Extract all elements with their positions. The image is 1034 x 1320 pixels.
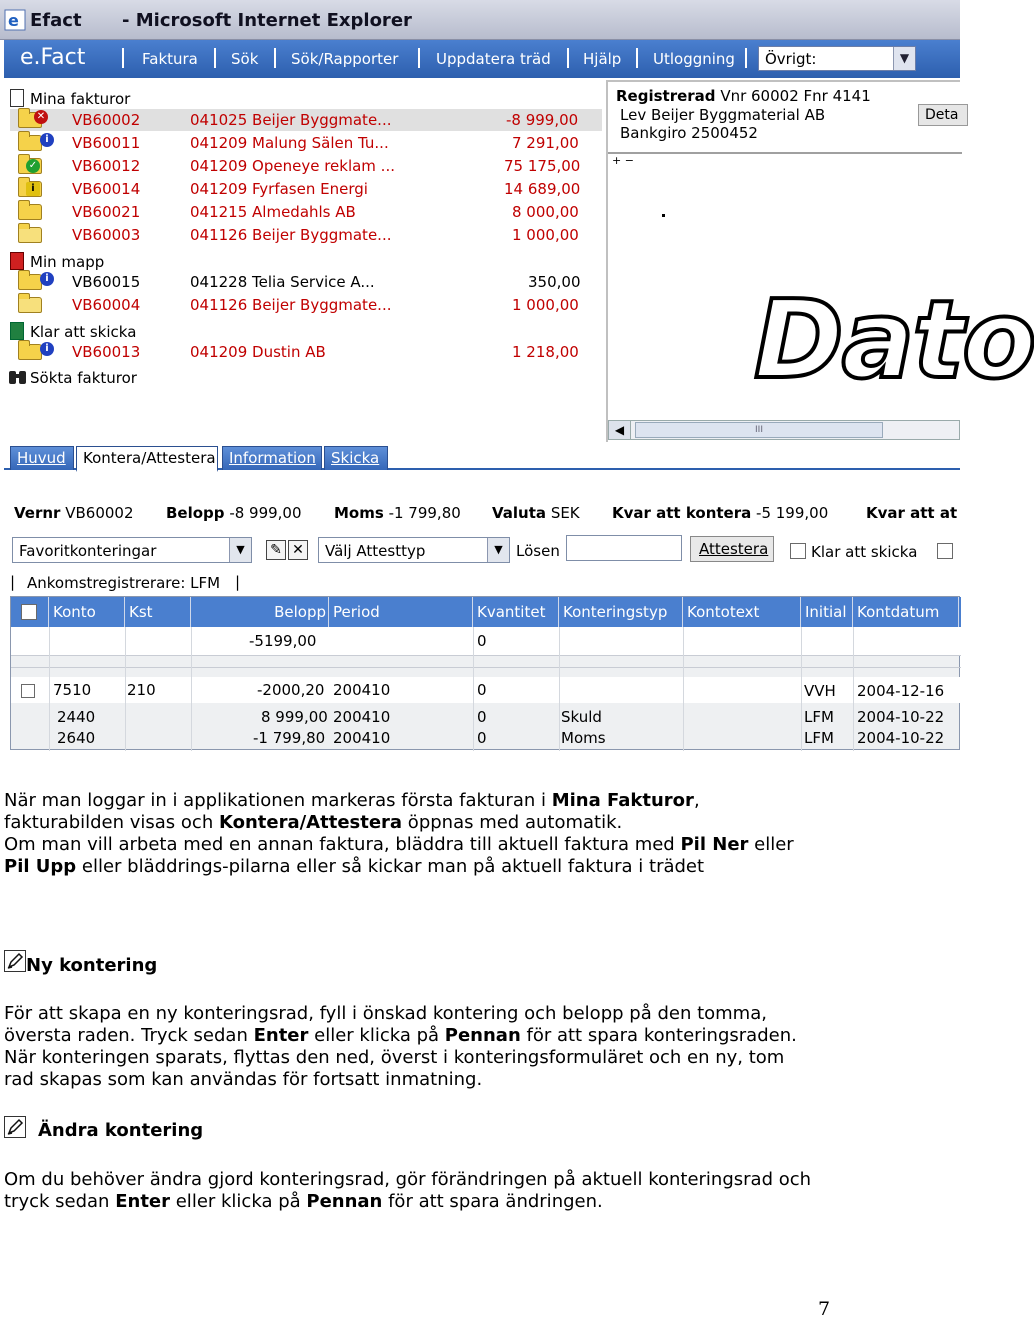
open-folder-icon bbox=[18, 227, 42, 243]
tab-kontera-attestera[interactable]: Kontera/Attestera bbox=[76, 446, 218, 472]
bold-term: Kontera/Attestera bbox=[218, 812, 403, 833]
svg-text:e: e bbox=[8, 11, 19, 30]
status-blue-icon: i bbox=[40, 342, 54, 356]
invoice-header-line bbox=[616, 87, 871, 105]
window-title: - Microsoft Internet Explorer bbox=[122, 10, 412, 31]
grid-col-line bbox=[683, 627, 684, 751]
open-folder-icon bbox=[18, 297, 42, 313]
cell-belopp[interactable]: -2000,20 bbox=[257, 681, 325, 699]
folder-book-icon bbox=[10, 252, 24, 270]
status-red-icon: ✕ bbox=[34, 110, 48, 124]
folder-icon bbox=[18, 274, 42, 290]
tree-item-vb60013[interactable] bbox=[16, 341, 596, 363]
text-run: rad skapas som kan användas för fortsatt inmatning. bbox=[4, 1069, 483, 1090]
ny-line-1 bbox=[4, 1003, 767, 1025]
intro-line-1 bbox=[4, 790, 700, 812]
invoice-id: VB60014 bbox=[72, 180, 141, 198]
invoice-id: VB60011 bbox=[72, 134, 141, 152]
tab-huvud[interactable]: Huvud bbox=[10, 446, 74, 470]
window-app-name: Efact bbox=[30, 10, 82, 31]
cell-kst[interactable]: 210 bbox=[127, 681, 156, 699]
invoice-desc: 041126 Beijer Byggmate... bbox=[190, 226, 392, 244]
invoice-amount: 8 000,00 bbox=[512, 203, 579, 221]
invoice-list-icon bbox=[10, 89, 24, 107]
grid-col-line bbox=[473, 627, 474, 751]
menu-hjalp[interactable]: Hjälp bbox=[583, 50, 622, 68]
favoritkonteringar-value: Favoritkonteringar bbox=[19, 542, 157, 560]
tree-item-vb60021[interactable] bbox=[16, 201, 596, 223]
invoice-desc: 041126 Beijer Byggmate... bbox=[190, 296, 392, 314]
grid-col-line bbox=[49, 627, 50, 751]
tree-item-vb60014[interactable] bbox=[16, 178, 596, 200]
text-run: fakturabilden visas och bbox=[4, 812, 219, 833]
invoice-amount: 14 689,00 bbox=[504, 180, 581, 198]
invoice-desc: 041228 Telia Service A... bbox=[190, 273, 375, 291]
text-run: För att skapa en ny konteringsrad, fyll i önskad kontering och belopp på den tomma, bbox=[4, 1003, 767, 1024]
ankomst-divider-right: | bbox=[235, 573, 241, 591]
new-row-belopp[interactable]: -5199,00 bbox=[249, 632, 317, 650]
binoculars-icon bbox=[8, 368, 28, 386]
pen-icon bbox=[4, 950, 26, 972]
cell-konto[interactable]: 7510 bbox=[53, 681, 92, 699]
favoritkonteringar-select[interactable] bbox=[12, 537, 252, 563]
invoice-amount: 350,00 bbox=[528, 273, 581, 291]
cell-initial[interactable]: VVH bbox=[804, 682, 836, 700]
window-title-bar bbox=[0, 0, 960, 40]
invoice-id: VB60002 bbox=[72, 111, 141, 129]
folder-icon bbox=[18, 135, 42, 151]
moms-label: Moms bbox=[334, 504, 384, 522]
invoice-id: VB60013 bbox=[72, 343, 141, 361]
tree-item-vb60003[interactable] bbox=[16, 224, 596, 246]
invoice-desc: 041215 Almedahls AB bbox=[190, 203, 356, 221]
invoice-amount: 7 291,00 bbox=[512, 134, 579, 152]
tree-item-vb60004[interactable] bbox=[16, 294, 596, 316]
scroll-thumb[interactable]: III bbox=[635, 422, 883, 438]
tab-information[interactable]: Information bbox=[222, 446, 322, 470]
menu-divider bbox=[745, 48, 747, 68]
invoice-amount: -8 999,00 bbox=[506, 111, 579, 129]
tree-item-vb60002[interactable] bbox=[16, 109, 596, 131]
extra-checkbox[interactable] bbox=[937, 543, 953, 559]
viewer-divider bbox=[608, 152, 962, 154]
select-all-checkbox[interactable] bbox=[21, 604, 37, 620]
invoice-id: VB60012 bbox=[72, 157, 141, 175]
bold-term: Pil Upp bbox=[4, 856, 77, 877]
invoice-id: VB60021 bbox=[72, 203, 141, 221]
viewer-horizontal-scrollbar[interactable] bbox=[608, 420, 960, 440]
menu-utloggning[interactable]: Utloggning bbox=[653, 50, 735, 68]
text-run: öppnas med automatik. bbox=[402, 812, 623, 833]
andra-line-2 bbox=[4, 1191, 603, 1213]
col-konteringstyp[interactable]: Konteringstyp bbox=[559, 597, 683, 627]
col-initial[interactable]: Initial bbox=[801, 597, 853, 627]
text-run: för att spara ändringen. bbox=[382, 1191, 603, 1212]
intro-line-2 bbox=[4, 812, 622, 834]
menu-divider bbox=[636, 48, 638, 68]
grid-col-line bbox=[559, 627, 560, 751]
tree-folder-label: Mina fakturor bbox=[30, 90, 131, 108]
invoice-id: VB60003 bbox=[72, 226, 141, 244]
app-menu-bar bbox=[4, 40, 960, 78]
pen-save-icon[interactable]: ✎ bbox=[266, 540, 286, 560]
page-number: 7 bbox=[818, 1298, 831, 1320]
attestera-button[interactable]: Attestera bbox=[690, 536, 774, 562]
bold-term: Pennan bbox=[444, 1025, 521, 1046]
invoice-id: VB60004 bbox=[72, 296, 141, 314]
intro-line-3 bbox=[4, 834, 794, 856]
select-all-cell bbox=[11, 597, 49, 627]
cell-kontdatum: 2004-10-22 bbox=[857, 708, 945, 726]
cell-kvantitet: 0 bbox=[477, 708, 487, 726]
pen-icon bbox=[4, 1116, 26, 1138]
col-konto[interactable]: Konto bbox=[49, 597, 125, 627]
status-green-icon: ✓ bbox=[26, 159, 40, 173]
text-run: eller klicka på bbox=[308, 1025, 445, 1046]
ny-line-3 bbox=[4, 1047, 784, 1069]
text-run: , bbox=[693, 790, 700, 811]
col-kontdatum[interactable]: Kontdatum bbox=[853, 597, 959, 627]
text-run: När man loggar in i applikationen markeras första fakturan i bbox=[4, 790, 552, 811]
kvar-kontera-label: Kvar att kontera bbox=[612, 504, 752, 522]
klar-att-skicka-label: Klar att skicka bbox=[811, 543, 918, 561]
andra-line-1 bbox=[4, 1169, 811, 1191]
tree-folder-label: Min mapp bbox=[30, 253, 105, 271]
heading-ny-kontering: Ny kontering bbox=[26, 955, 158, 976]
text-run: eller bbox=[748, 834, 794, 855]
menu-divider bbox=[214, 48, 216, 68]
cell-konto: 2440 bbox=[57, 708, 96, 726]
menu-faktura[interactable]: Faktura bbox=[142, 50, 198, 68]
valuta-value: SEK bbox=[550, 504, 580, 522]
bold-term: Pil Ner bbox=[680, 834, 749, 855]
tree-item-vb60011[interactable] bbox=[16, 132, 596, 154]
invoice-amount: 1 000,00 bbox=[512, 296, 579, 314]
tree-folder-label: Klar att skicka bbox=[30, 323, 137, 341]
ankomstregistrerare: Ankomstregistrerare: LFM bbox=[27, 574, 221, 592]
bold-term: Enter bbox=[115, 1191, 171, 1212]
attesttyp-value: Välj Attesttyp bbox=[325, 542, 426, 560]
attesttyp-select[interactable] bbox=[318, 537, 510, 563]
cell-konteringstyp: Skuld bbox=[561, 708, 602, 726]
cell-period[interactable]: 200410 bbox=[333, 681, 391, 699]
menu-sok[interactable]: Sök bbox=[231, 50, 259, 68]
tree-folder-label: Sökta fakturor bbox=[30, 369, 137, 387]
grid-divider bbox=[11, 655, 961, 656]
chevron-down-icon[interactable]: ▼ bbox=[487, 538, 509, 562]
cell-period: 200410 bbox=[333, 708, 391, 726]
ny-line-4 bbox=[4, 1069, 482, 1091]
grid-col-line bbox=[853, 627, 854, 751]
valuta-label: Valuta bbox=[492, 504, 547, 522]
invoice-image-viewer bbox=[606, 80, 1034, 442]
tab-strip bbox=[4, 444, 960, 470]
folder-icon bbox=[18, 344, 42, 360]
delete-x-icon[interactable]: ✕ bbox=[288, 540, 308, 560]
status-blue-icon: i bbox=[40, 133, 54, 147]
bold-term: Pennan bbox=[306, 1191, 383, 1212]
ankomst-divider-left: | bbox=[10, 573, 16, 591]
klar-att-skicka-checkbox[interactable] bbox=[790, 543, 806, 559]
invoice-status: Registrerad bbox=[616, 87, 716, 105]
chevron-down-icon[interactable]: ▼ bbox=[229, 538, 251, 562]
scan-speck bbox=[662, 214, 665, 217]
cell-belopp: -1 799,80 bbox=[253, 729, 326, 747]
tab-skicka[interactable]: Skicka bbox=[324, 446, 388, 470]
cell-initial: LFM bbox=[804, 729, 834, 747]
grid-header bbox=[11, 597, 961, 627]
col-kst[interactable]: Kst bbox=[125, 597, 191, 627]
belopp-value: -8 999,00 bbox=[229, 504, 302, 522]
grid-col-line bbox=[125, 627, 126, 751]
vernr-label: Vernr bbox=[14, 504, 61, 522]
text-run: för att spara konteringsraden. bbox=[520, 1025, 797, 1046]
losen-label: Lösen bbox=[516, 542, 560, 560]
cell-belopp: 8 999,00 bbox=[261, 708, 328, 726]
scroll-left-icon[interactable]: ◀ bbox=[609, 421, 631, 439]
chevron-down-icon[interactable]: ▼ bbox=[893, 47, 915, 70]
invoice-desc: 041025 Beijer Byggmate... bbox=[190, 111, 392, 129]
status-blue-icon: i bbox=[40, 272, 54, 286]
text-run: tryck sedan bbox=[4, 1191, 116, 1212]
kvar-kontera-value: -5 199,00 bbox=[756, 504, 829, 522]
belopp-label: Belopp bbox=[166, 504, 225, 522]
zoom-controls[interactable]: + − bbox=[612, 154, 634, 167]
col-period[interactable]: Period bbox=[329, 597, 473, 627]
tree-item-vb60015[interactable] bbox=[16, 271, 596, 293]
cell-kvantitet: 0 bbox=[477, 729, 487, 747]
cell-period: 200410 bbox=[333, 729, 391, 747]
invoice-desc: 041209 Fyrfasen Energi bbox=[190, 180, 368, 198]
text-run: översta raden. Tryck sedan bbox=[4, 1025, 254, 1046]
intro-line-4 bbox=[4, 856, 704, 878]
text-run: eller bläddrings-pilarna eller så kickar man på aktuell faktura i trädet bbox=[76, 856, 705, 877]
folder-book-icon bbox=[10, 322, 24, 340]
grid-col-line bbox=[191, 627, 192, 751]
cell-initial: LFM bbox=[804, 708, 834, 726]
invoice-desc: 041209 Dustin AB bbox=[190, 343, 326, 361]
row-checkbox[interactable] bbox=[21, 684, 35, 698]
invoice-numbers: Vnr 60002 Fnr 4141 bbox=[720, 87, 871, 105]
col-kontotext[interactable]: Kontotext bbox=[683, 597, 801, 627]
supplier-name: Lev Beijer Byggmaterial AB bbox=[620, 106, 826, 124]
invoice-id: VB60015 bbox=[72, 273, 141, 291]
folder-icon bbox=[18, 204, 42, 220]
heading-andra-kontering: Ändra kontering bbox=[38, 1120, 204, 1141]
menu-sok-rapporter[interactable]: Sök/Rapporter bbox=[291, 50, 399, 68]
efact-logo: e.Fact bbox=[20, 45, 86, 70]
new-row-kvantitet[interactable]: 0 bbox=[477, 632, 487, 650]
ovrigt-dropdown[interactable] bbox=[758, 46, 916, 71]
bankgiro: Bankgiro 2500452 bbox=[620, 124, 758, 142]
cell-kvantitet[interactable]: 0 bbox=[477, 681, 487, 699]
invoice-tree bbox=[4, 80, 602, 440]
vernr-value: VB60002 bbox=[65, 504, 134, 522]
invoice-amount: 75 175,00 bbox=[504, 157, 581, 175]
moms-value: -1 799,80 bbox=[388, 504, 461, 522]
kvar-attestera-label: Kvar att at bbox=[866, 504, 958, 522]
col-belopp[interactable]: Belopp bbox=[191, 597, 329, 627]
menu-divider bbox=[122, 48, 124, 68]
grid-divider bbox=[11, 667, 961, 668]
grid-col-line bbox=[801, 627, 802, 751]
cell-kontdatum[interactable]: 2004-12-16 bbox=[857, 682, 945, 700]
status-info-icon: i bbox=[26, 182, 40, 196]
scanned-invoice-text: Dato bbox=[754, 278, 1034, 403]
col-kvantitet[interactable]: Kvantitet bbox=[473, 597, 559, 627]
cell-kontdatum: 2004-10-22 bbox=[857, 729, 945, 747]
tree-item-vb60012[interactable] bbox=[16, 155, 596, 177]
text-run: När konteringen sparats, flyttas den ned, överst i konteringsformuläret och en ny, tom bbox=[4, 1047, 785, 1068]
cell-konto: 2640 bbox=[57, 729, 96, 747]
losen-input[interactable] bbox=[566, 535, 682, 561]
menu-divider bbox=[567, 48, 569, 68]
menu-divider bbox=[274, 48, 276, 68]
invoice-desc: 041209 Openeye reklam ... bbox=[190, 157, 395, 175]
ovrigt-dropdown-value: Övrigt: bbox=[765, 50, 817, 68]
invoice-amount: 1 218,00 bbox=[512, 343, 579, 361]
text-run: Om du behöver ändra gjord konteringsrad, gör förändringen på aktuell konteringsrad och bbox=[4, 1169, 812, 1190]
internet-explorer-icon bbox=[4, 9, 26, 31]
text-run: eller klicka på bbox=[170, 1191, 307, 1212]
kontering-grid bbox=[10, 596, 960, 750]
bold-term: Mina Fakturor bbox=[551, 790, 694, 811]
details-button[interactable]: Deta bbox=[918, 104, 968, 126]
invoice-amount: 1 000,00 bbox=[512, 226, 579, 244]
cell-konteringstyp: Moms bbox=[561, 729, 606, 747]
bold-term: Enter bbox=[253, 1025, 309, 1046]
menu-divider bbox=[418, 48, 420, 68]
ny-line-2 bbox=[4, 1025, 797, 1047]
text-run: Om man vill arbeta med en annan faktura, bläddra till aktuell faktura med bbox=[4, 834, 681, 855]
menu-uppdatera-trad[interactable]: Uppdatera träd bbox=[436, 50, 551, 68]
invoice-desc: 041209 Malung Sälen Tu... bbox=[190, 134, 389, 152]
